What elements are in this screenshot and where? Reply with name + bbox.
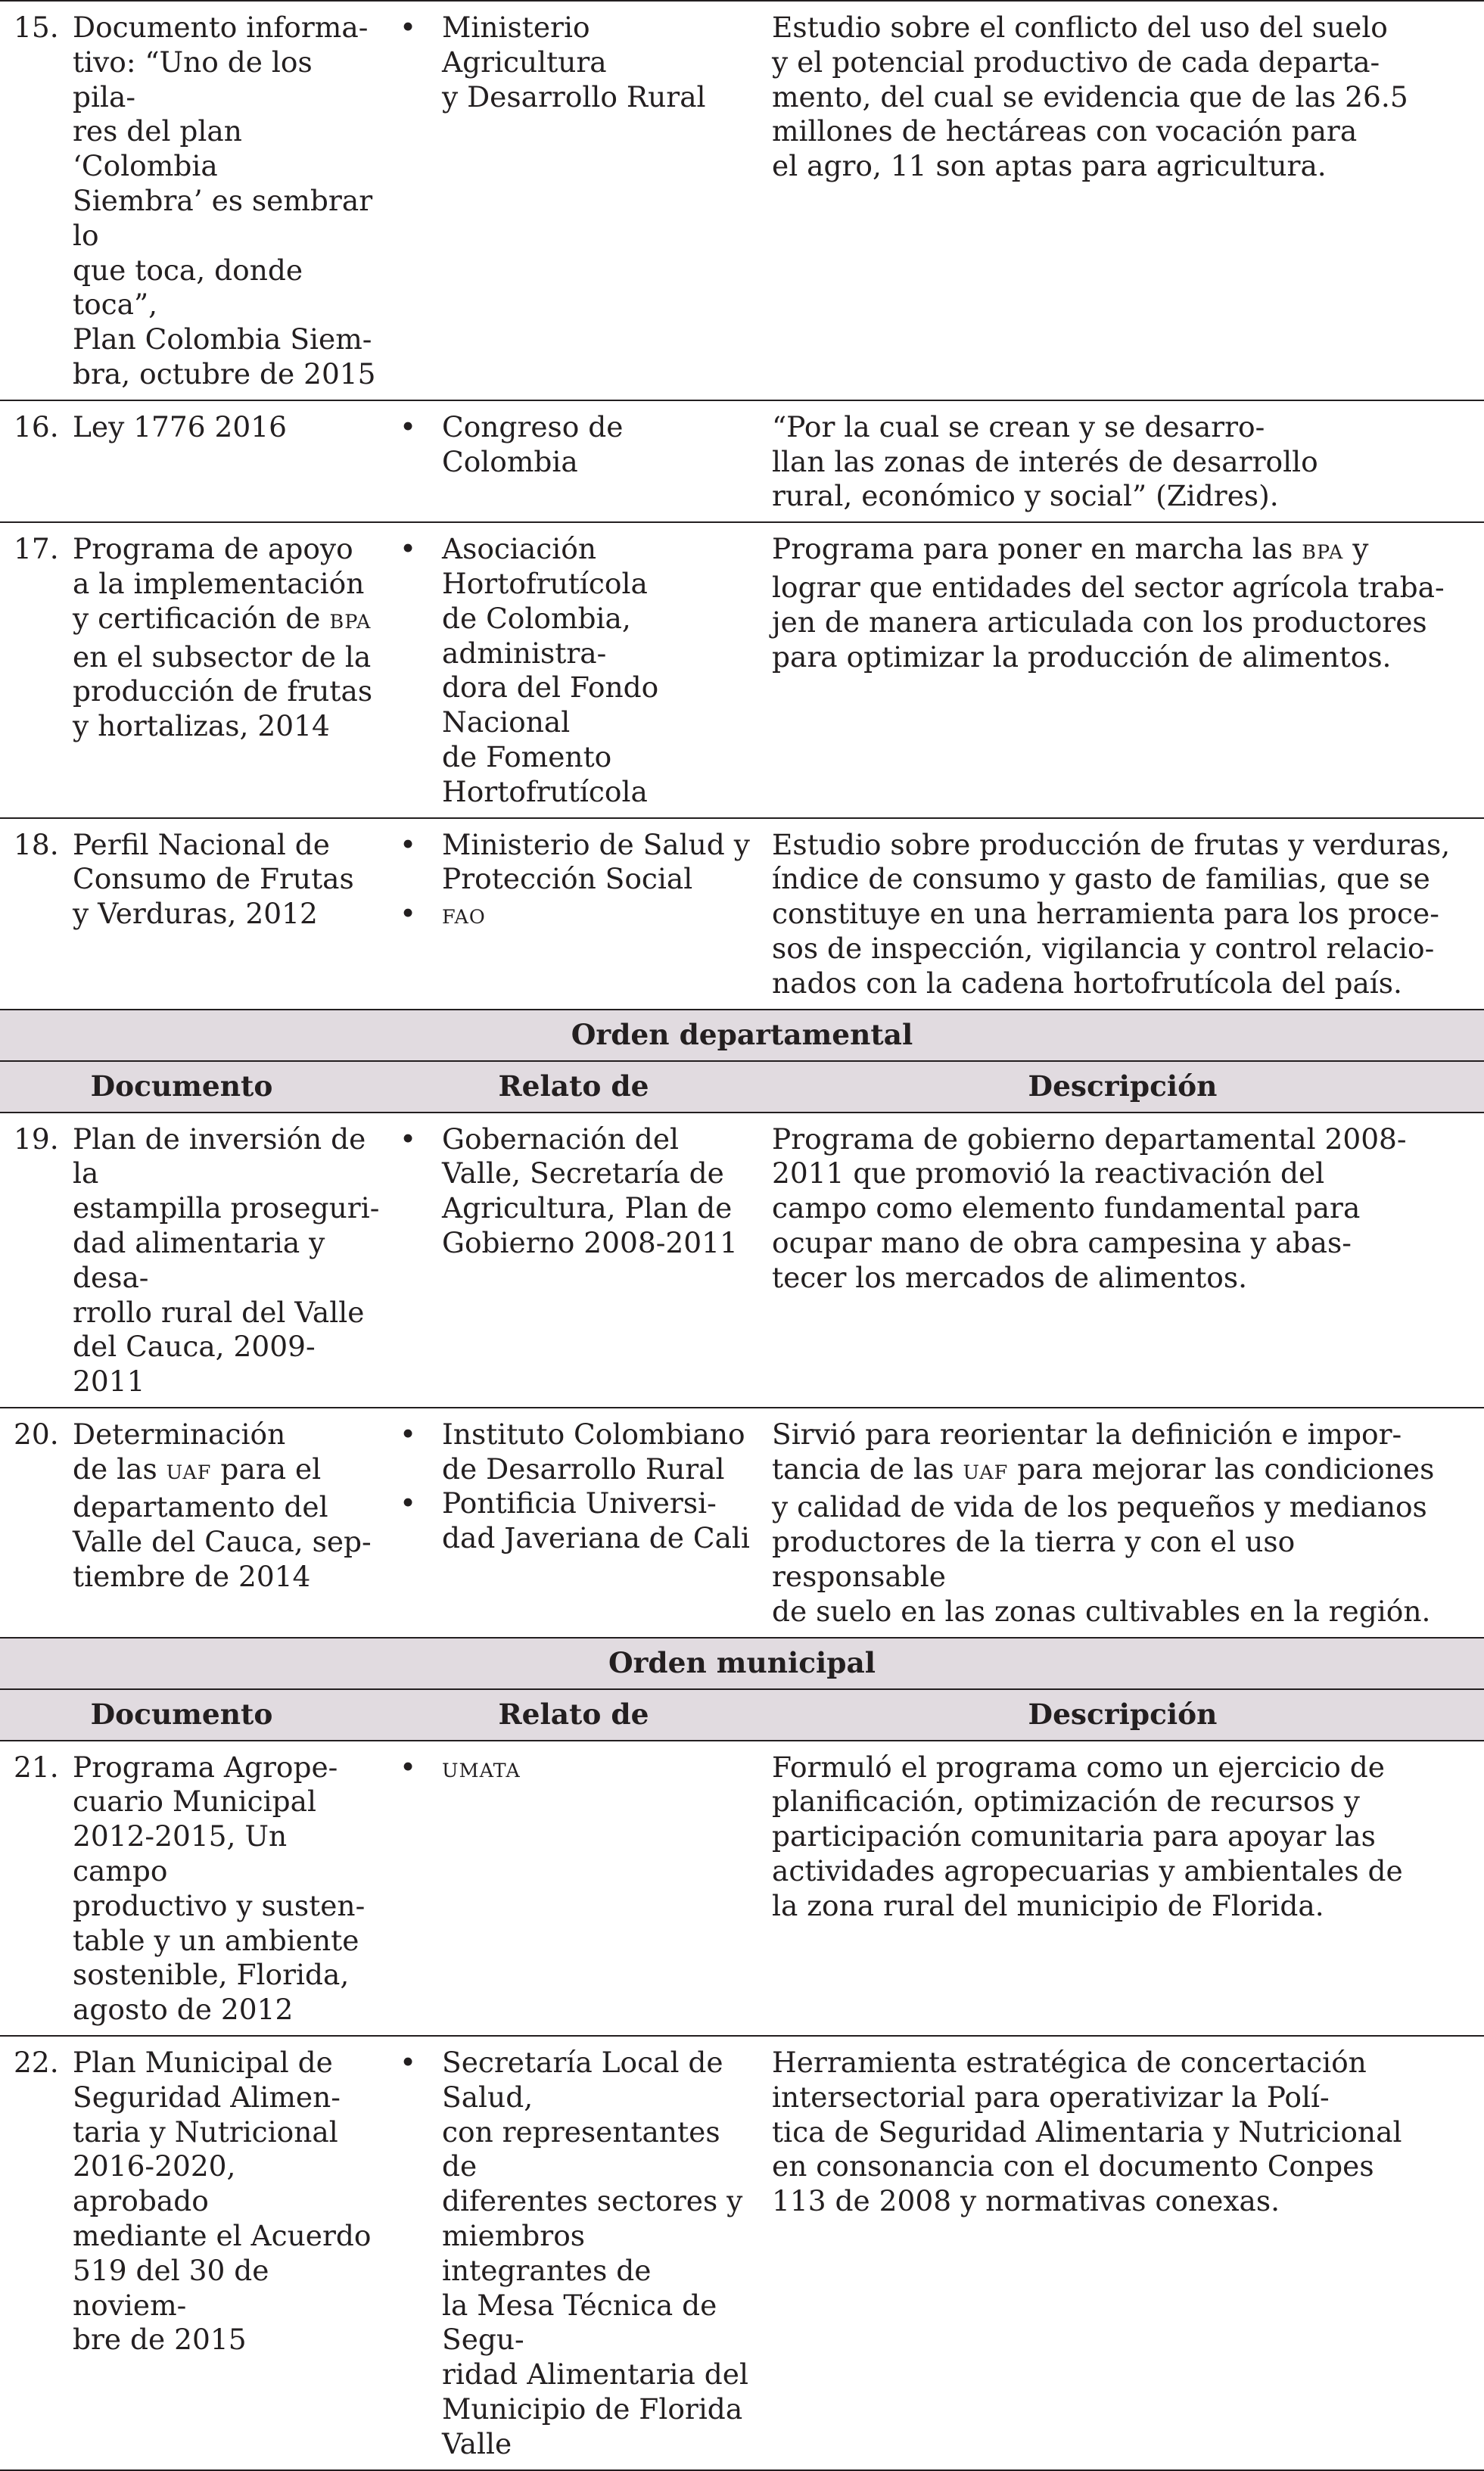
relato-list-item [386,1122,755,1261]
text-line: Estudio sobre producción de frutas y verduras, [772,827,1451,861]
descripcion-cell [761,1741,1484,2036]
text-line: Documento informa- [73,11,369,44]
text-line: Plan de inversión de la [73,1122,366,1190]
text-line: sostenible, Florida, [73,1958,350,1992]
item-number: 21. [14,1750,59,1784]
text-line: Valle, Secretaría de [442,1156,724,1190]
text-line: constituye en una herramienta para los proce- [772,897,1439,931]
text-line: Pontificia Universi- [442,1486,717,1520]
text-line: llan las zonas de interés de desarrollo [772,444,1318,478]
text-line: 2016-2020, aprobado [73,2149,236,2218]
descripcion-cell [761,818,1484,1010]
text-line: Determinación [73,1417,286,1451]
text-line: que toca, donde toca”, [73,253,303,322]
column-headers [0,1689,1484,1741]
documento-cell [0,2036,386,2470]
text-line: rrollo rural del Valle [73,1295,365,1329]
documento-cell [0,1741,386,2036]
text-line: ridad Alimentaria del [442,2357,748,2392]
descripcion-cell [761,1113,1484,1408]
column-headers [0,1061,1484,1113]
text-line: Asociación Hortofrutícola [442,532,648,600]
text-line: de Colombia, administra- [442,601,631,670]
table-row [0,2036,1484,2470]
text-line: estampilla proseguri- [73,1191,380,1225]
section-title: Orden municipal [608,1645,876,1679]
column-header-documento: Documento [90,1697,273,1731]
relato-cell [386,400,761,522]
descripcion-cell [761,1,1484,400]
column-header-relato: Relato de [498,1069,649,1103]
documento-text [73,1122,380,1399]
text-line: con representantes de [442,2115,720,2183]
relato-list [386,828,755,935]
text-line: la Mesa Técnica de Segu- [442,2288,717,2357]
text-line: de suelo en las zonas cultivables en la región. [772,1594,1431,1628]
text-line: bre de 2015 [73,2323,247,2357]
text-line: lograr que entidades del sector agrícola traba- [772,570,1445,604]
documento-text [73,2046,380,2357]
item-number: 22. [14,2046,59,2080]
documento-text [73,11,380,392]
text-line: de Desarrollo Rural [442,1452,725,1486]
abbreviation: UAF [963,1461,1009,1484]
relato-cell [386,1,761,400]
relato-list-item [386,1418,755,1487]
text-line: sos de inspección, vigilancia y control relacio- [772,931,1435,965]
item-number: 15. [14,11,59,44]
text-line: participación comunitaria para apoyar las [772,1819,1376,1853]
text-line: producción de frutas [73,674,373,708]
text-line: productivo y susten- [73,1888,366,1922]
text-line: Gobierno 2008-2011 [442,1225,738,1259]
text-line: Ministerio Agricultura [442,11,607,79]
text-line: 519 del 30 de noviem- [73,2253,269,2322]
column-header-descripcion: Descripción [1028,1069,1218,1103]
documento-text [73,1751,380,2028]
documento-cell [0,522,386,817]
text-line: y el potencial productivo de cada departa- [772,45,1380,79]
relato-cell [386,1113,761,1408]
text-line: res del plan ‘Colombia [73,114,242,183]
text-line: mento, del cual se evidencia que de las 26.5 [772,79,1408,114]
column-header-documento: Documento [90,1069,273,1103]
text-line: productores de la tierra y con el uso responsable [772,1525,1296,1594]
text-line: Ley 1776 2016 [73,409,287,443]
documento-text [73,410,380,445]
abbreviation: BPA [329,610,372,633]
text-line: para optimizar la producción de alimentos. [772,640,1392,674]
text-line: ocupar mano de obra campesina y abas- [772,1225,1352,1259]
text-line: Congreso de Colombia [442,409,624,478]
text-line: de Fomento Hortofrutícola [442,739,648,808]
documento-cell [0,1408,386,1638]
text-line: Siembra’ es sembrar lo [73,183,373,252]
column-header-relato: Relato de [498,1697,649,1731]
section-title: Orden departamental [571,1017,913,1051]
abbreviation: BPA [1302,541,1344,565]
text-line: y Desarrollo Rural [442,79,706,114]
text-line: tivo: “Uno de los pila- [73,45,313,114]
text-line: Consumo de Frutas [73,862,354,896]
text-line: Protección Social [442,862,693,896]
text-line: miembros integrantes de [442,2219,652,2287]
section-header-municipal [0,1638,1484,1689]
text-line: jen de manera articulada con los productores [772,605,1427,639]
text-line: planificación, optimización de recursos y [772,1785,1360,1819]
table-row [0,522,1484,817]
text-line: 2012-2015, Un campo [73,1819,288,1888]
documento-text [73,828,380,932]
table-row [0,818,1484,1010]
text-line: Plan Municipal de [73,2046,333,2080]
item-number: 16. [14,409,59,443]
section-header-departamental [0,1010,1484,1061]
documento-cell [0,1,386,400]
text-line: Perfil Nacional de [73,827,330,861]
relato-cell [386,818,761,1010]
relato-list-item [386,1751,755,1789]
text-line: 113 de 2008 y normativas conexas. [772,2184,1280,2218]
relato-list [386,11,755,114]
text-line: en consonancia con el documento Conpes [772,2149,1374,2183]
text-line: agosto de 2012 [73,1993,294,2027]
table-body-departamental [0,1010,1484,1638]
relato-list-item [386,2046,755,2462]
documento-cell [0,1113,386,1408]
relato-list-item [386,1486,755,1556]
text-line: nados con la cadena hortofrutícola del país. [772,966,1402,1000]
table-body-nacional [0,1,1484,1010]
table-body-municipal [0,1638,1484,2470]
text-line: Formuló el programa como un ejercicio de [772,1750,1385,1784]
text-line: Plan Colombia Siem- [73,322,372,356]
text-line: Programa de gobierno departamental 2008- [772,1122,1407,1156]
item-number: 17. [14,532,59,566]
relato-list-item [386,828,755,898]
table-row [0,1741,1484,2036]
abbreviation: UAF [166,1461,212,1484]
text-line: bra, octubre de 2015 [73,356,376,391]
relato-list [386,532,755,809]
relato-list-item [386,410,755,480]
text-line: tica de Seguridad Alimentaria y Nutricional [772,2115,1402,2149]
text-line: taria y Nutricional [73,2115,338,2149]
documento-cell [0,400,386,522]
text-line: Seguridad Alimen- [73,2080,341,2114]
text-line: Municipio de Florida Valle [442,2392,743,2460]
text-line: Sirvió para reorientar la definición e impor- [772,1417,1402,1451]
relato-list [386,1418,755,1556]
abbreviation: FAO [442,906,486,929]
text-line: y calidad de vida de los pequeños y medianos [772,1490,1427,1524]
text-line: el agro, 11 son aptas para agricultura. [772,149,1327,183]
relato-list-item [386,897,755,935]
text-line: la zona rural del municipio de Florida. [772,1888,1324,1922]
text-line: table y un ambiente [73,1923,359,1957]
table-row [0,1113,1484,1408]
relato-list [386,410,755,480]
text-line: mediante el Acuerdo [73,2219,372,2253]
text-line: actividades agropecuarias y ambientales de [772,1854,1403,1888]
text-line: dad alimentaria y desa- [73,1225,325,1294]
text-line: índice de consumo y gasto de familias, que se [772,862,1430,896]
relato-list-item [386,11,755,114]
descripcion-cell: Programa para poner en marcha las BPA y lograr que entidades del sector agrícola traba- jen de manera articulada con los productores para optimizar la producción de alimentos. [761,522,1484,817]
descripcion-cell [761,2036,1484,2470]
text-line: 2011 que promovió la reactivación del [772,1156,1325,1190]
text-line: diferentes sectores y [442,2184,743,2218]
text-line: intersectorial para operativizar la Polí- [772,2080,1330,2114]
text-line: rural, económico y social” (Zidres). [772,479,1279,513]
documento-cell [0,818,386,1010]
text-line: Ministerio de Salud y [442,827,750,861]
text-line: Instituto Colombiano [442,1417,745,1451]
descripcion-cell [761,400,1484,522]
text-line: Secretaría Local de Salud, [442,2046,723,2114]
relato-list [386,1751,755,1789]
text-line: “Por la cual se crean y se desarro- [772,409,1265,443]
column-header-descripcion: Descripción [1028,1697,1218,1731]
abbreviation: UMATA [442,1759,521,1782]
text-line: Programa de apoyo [73,532,353,566]
relato-cell [386,2036,761,2470]
table-row [0,400,1484,522]
item-number: 19. [14,1122,59,1156]
text-line: en el subsector de la [73,640,372,674]
relato-list-item [386,532,755,809]
text-line: a la implementación [73,566,365,600]
text-line: tecer los mercados de alimentos. [772,1260,1247,1294]
table-row [0,1408,1484,1638]
documento-text: Determinación de las UAF para el departamento del Valle del Cauca, sep- tiembre de 2014 [73,1417,372,1594]
text-line: dora del Fondo Nacional [442,671,659,739]
item-number: 20. [14,1417,59,1451]
text-line: campo como elemento fundamental para [772,1191,1361,1225]
text-line: tiembre de 2014 [73,1560,311,1594]
text-line: Programa Agrope- [73,1750,338,1784]
text-line: Herramienta estratégica de concertación [772,2046,1367,2080]
text-line: cuario Municipal [73,1785,316,1819]
text-line: millones de hectáreas con vocación para [772,114,1358,148]
relato-list [386,2046,755,2462]
text-line: del Cauca, 2009-2011 [73,1330,316,1399]
relato-cell [386,1408,761,1638]
text-line: dad Javeriana de Cali [442,1521,750,1555]
item-number: 18. [14,827,59,861]
descripcion-cell: Sirvió para reorientar la definición e impor- tancia de las UAF para mejorar las condiciones y calidad de vida de los pequeños y medianos productores de la tierra y con el uso responsable de suelo en las zonas cultivables en la región. [761,1408,1484,1638]
relato-cell [386,522,761,817]
text-line: y Verduras, 2012 [73,897,318,931]
text-line: departamento del [73,1490,328,1524]
text-line: Estudio sobre el conflicto del uso del suelo [772,11,1388,44]
text-line: Agricultura, Plan de [442,1191,733,1225]
table-row [0,1,1484,400]
documento-text: Programa de apoyo a la implementación y certificación de BPA en el subsector de la producción de frutas y hortalizas, 2014 [73,532,373,743]
relato-list [386,1122,755,1261]
text-line: y hortalizas, 2014 [73,709,330,743]
text-line: Valle del Cauca, sep- [73,1525,372,1559]
relato-cell [386,1741,761,2036]
text-line: Gobernación del [442,1122,680,1156]
